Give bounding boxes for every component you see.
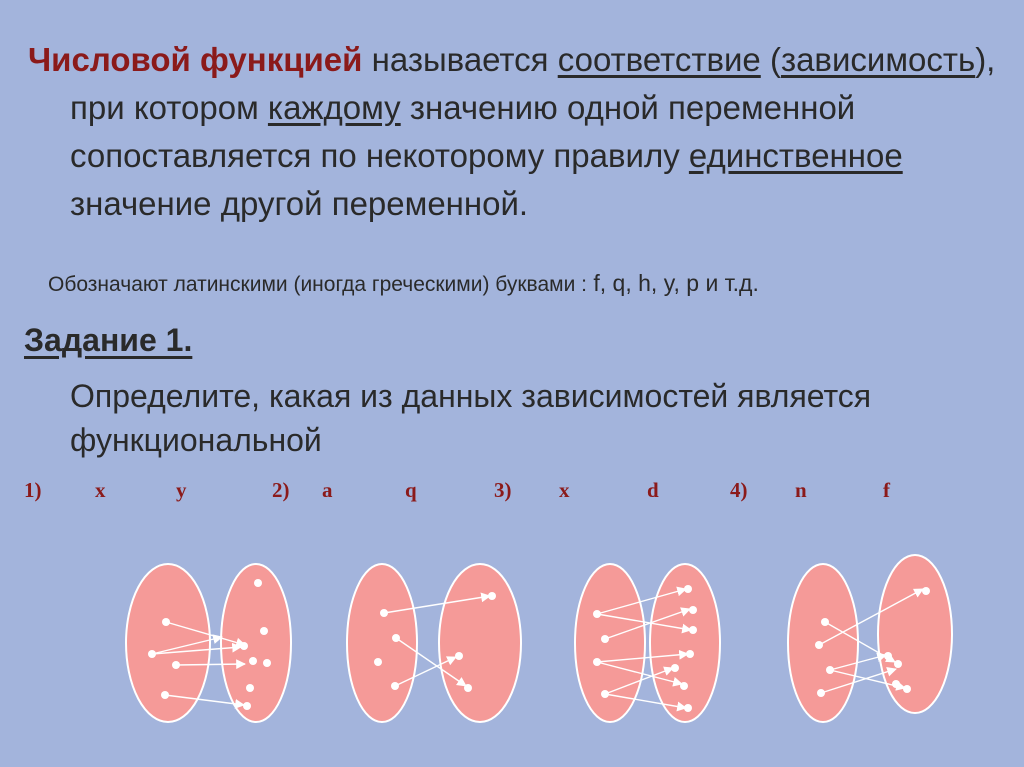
point bbox=[686, 650, 694, 658]
term-numeric-function: Числовой функцией bbox=[28, 41, 363, 78]
definition-fragment: называется bbox=[362, 41, 558, 78]
point bbox=[260, 627, 268, 635]
codomain-oval bbox=[221, 564, 291, 722]
codomain-oval bbox=[439, 564, 521, 722]
variant-number: 3) bbox=[494, 478, 512, 502]
variant-to-label: y bbox=[176, 478, 187, 502]
mapping-diagram-1 bbox=[126, 564, 291, 722]
domain-oval bbox=[347, 564, 417, 722]
point bbox=[680, 682, 688, 690]
variant-to-label: f bbox=[883, 478, 890, 502]
point bbox=[671, 664, 679, 672]
variant-from-label: n bbox=[795, 478, 807, 502]
point bbox=[689, 626, 697, 634]
definition-underlined: каждому bbox=[267, 89, 401, 126]
point bbox=[392, 634, 400, 642]
definition-underlined: единственное bbox=[688, 137, 903, 174]
point bbox=[240, 642, 248, 650]
point bbox=[148, 650, 156, 658]
point bbox=[254, 579, 262, 587]
point bbox=[684, 585, 692, 593]
variant-to-label: d bbox=[647, 478, 659, 502]
mapping-diagram-3 bbox=[575, 564, 720, 722]
point bbox=[464, 684, 472, 692]
point bbox=[593, 610, 601, 618]
variant-from-label: x bbox=[95, 478, 106, 502]
notation-text: Обозначают латинскими (иногда греческими) буквами : bbox=[48, 273, 587, 296]
point bbox=[161, 691, 169, 699]
mapping-diagram-2 bbox=[347, 564, 521, 722]
variant-number: 2) bbox=[272, 478, 290, 502]
point bbox=[263, 659, 271, 667]
point bbox=[391, 682, 399, 690]
point bbox=[374, 658, 382, 666]
point bbox=[243, 702, 251, 710]
point bbox=[601, 635, 609, 643]
point bbox=[884, 652, 892, 660]
point bbox=[593, 658, 601, 666]
mapping-arrow bbox=[176, 664, 245, 665]
point bbox=[162, 618, 170, 626]
codomain-oval bbox=[878, 555, 952, 713]
mapping-diagram-4 bbox=[788, 555, 952, 722]
point bbox=[684, 704, 692, 712]
point bbox=[689, 606, 697, 614]
point bbox=[922, 587, 930, 595]
point bbox=[892, 680, 900, 688]
point bbox=[826, 666, 834, 674]
task-text: Определите, какая из данных зависимостей является функциональной bbox=[70, 378, 872, 458]
variant-to-label: q bbox=[405, 478, 417, 502]
point bbox=[601, 690, 609, 698]
point bbox=[815, 641, 823, 649]
point bbox=[817, 689, 825, 697]
point bbox=[172, 661, 180, 669]
variant-number: 4) bbox=[730, 478, 748, 502]
definition-underlined: соответствие bbox=[557, 41, 761, 78]
point bbox=[821, 618, 829, 626]
point bbox=[455, 652, 463, 660]
definition-fragment: ( bbox=[760, 41, 781, 78]
point bbox=[249, 657, 257, 665]
task-title: Задание 1. bbox=[24, 322, 193, 358]
variant-from-label: x bbox=[559, 478, 570, 502]
variant-number: 1) bbox=[24, 478, 42, 502]
point bbox=[488, 592, 496, 600]
definition-fragment: значению одной переменной сопоставляется по некоторому правилу bbox=[70, 89, 856, 174]
point bbox=[380, 609, 388, 617]
definition-fragment: значение другой переменной. bbox=[70, 185, 529, 222]
definition-fragment: ), при котором bbox=[70, 41, 996, 126]
point bbox=[246, 684, 254, 692]
point bbox=[903, 685, 911, 693]
notation-letters: f, q, h, y, p и т.д. bbox=[586, 270, 759, 296]
domain-oval bbox=[575, 564, 645, 722]
point bbox=[894, 660, 902, 668]
definition-underlined: зависимость bbox=[780, 41, 976, 78]
variant-from-label: a bbox=[322, 478, 333, 502]
